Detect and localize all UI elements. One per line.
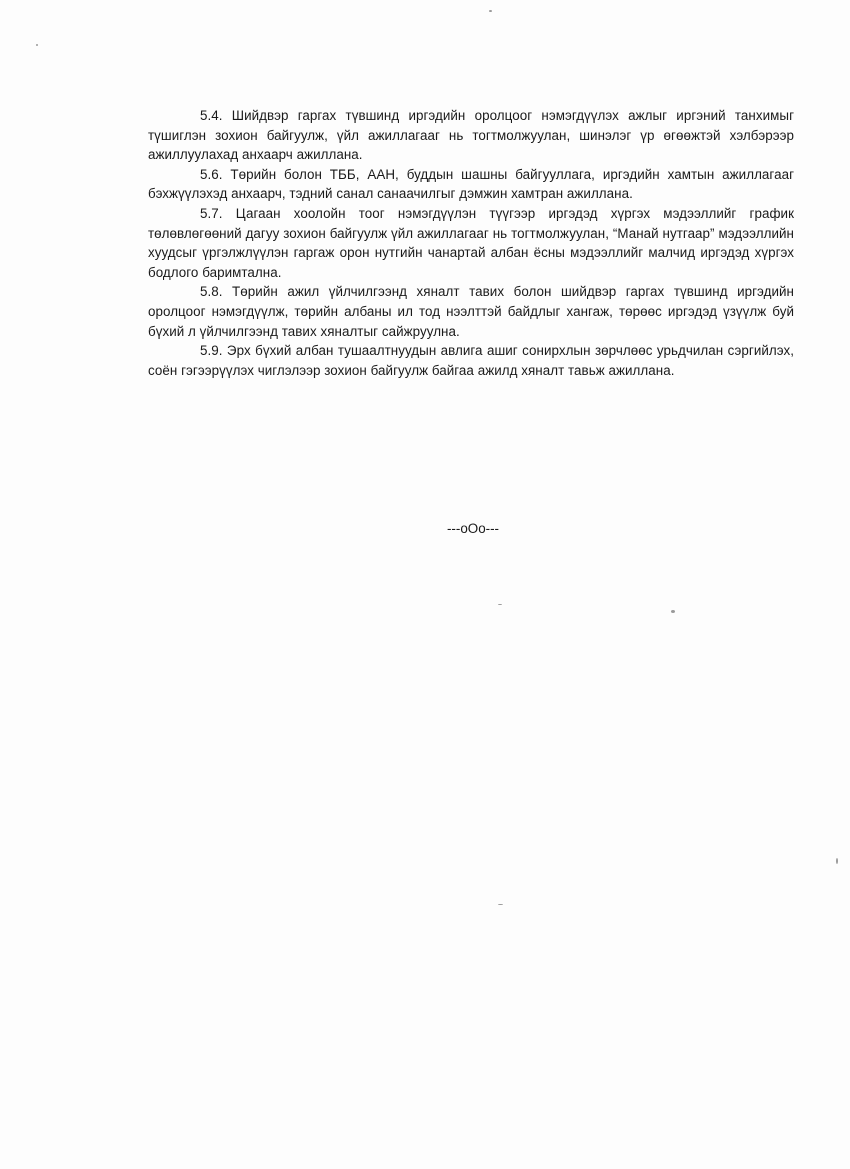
paragraph-5-8: 5.8. Төрийн ажил үйлчилгээнд хяналт тавих болон шийдвэр гаргах түвшинд иргэдийн оролцоог нэмэгдүүлж, төрийн албаны ил тод нээлттэй байдлыг хангаж, төрөөс иргэдэд үзүүлж буй бүхий л үйлчилгээнд тавих хяналтыг сайжруулна. bbox=[148, 284, 794, 339]
paragraph-5-6: 5.6. Төрийн болон ТББ, ААН, буддын шашны байгууллага, иргэдийн хамтын ажиллагааг бэхжүүлэхэд анхаарч, тэдний санал санаачилгыг дэмжин хамтран ажиллана. bbox=[148, 166, 794, 202]
scan-speck bbox=[498, 904, 503, 905]
scan-speck bbox=[671, 610, 675, 613]
paragraph-5-9: 5.9. Эрх бүхий албан тушаалтнуудын авлига ашиг сонирхлын зөрчлөөс урьдчилан сэргийлэх, соён гэгээрүүлэх чиглэлээр зохион байгуулж байгаа ажилд хяналт тавьж ажиллана. bbox=[148, 343, 794, 378]
end-of-document-mark: ---oOo--- bbox=[446, 521, 500, 536]
scan-speck bbox=[836, 858, 838, 864]
scan-speck bbox=[489, 10, 492, 12]
scan-speck bbox=[36, 44, 38, 46]
document-body bbox=[148, 106, 794, 380]
paragraph-5-4: 5.4. Шийдвэр гаргах түвшинд иргэдийн оролцоог нэмэгдүүлэх ажлыг иргэний танхимыг түшиглэн зохион байгуулж, үйл ажиллагааг нь тогтмолжуулан, шинэлэг үр өгөөжтэй хэлбэрээр ажиллуулахад анхаарч ажиллана. bbox=[148, 108, 794, 163]
paragraph-5-7: 5.7. Цагаан хоолойн тоог нэмэгдүүлэн түүгээр иргэдэд хүргэх мэдээллийг график төлөвлөгөөний дагуу зохион байгуулж үйл ажиллагааг нь тогтмолжуулан, “Манай нутгаар” мэдээллийн хуудсыг үргэлжлүүлэн гаргаж орон нутгийн чанартай албан ёсны мэдээллийг малчид иргэдэд хүргэх бодлого баримтална. bbox=[148, 205, 794, 280]
scan-speck bbox=[498, 604, 502, 605]
